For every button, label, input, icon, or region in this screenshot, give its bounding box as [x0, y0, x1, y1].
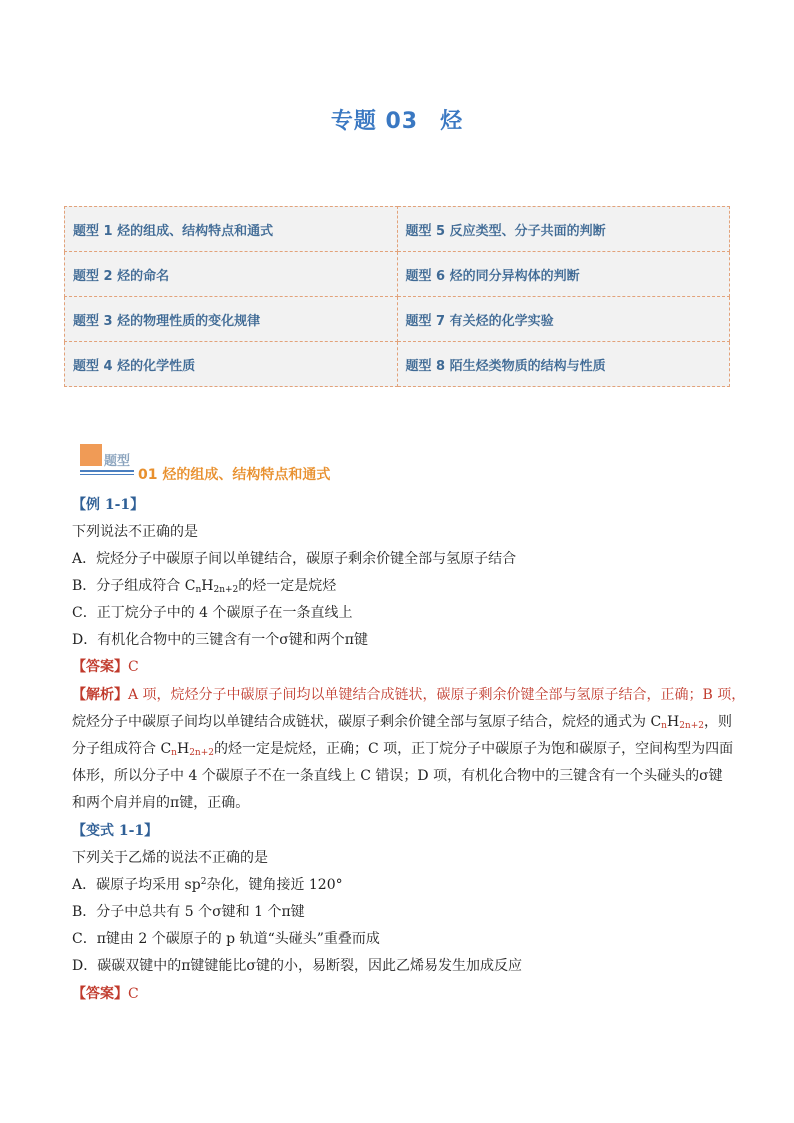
- example-question: 下列说法不正确的是: [72, 524, 198, 540]
- example-analysis-line-3: 分子组成符合 $C_nH_{2n+2}$的烃一定是烷烃，正确；C 项，正丁烷分子中碳原子为饱和碳原子，空间构型为四面: [72, 741, 734, 758]
- page-title: [0, 104, 794, 135]
- section-bar: [80, 470, 134, 472]
- topic-2: 题型 2 烃的命名: [65, 252, 398, 297]
- topic-index-table: [64, 206, 730, 387]
- variant-tag: 【变式 1-1】: [72, 823, 159, 839]
- example-option-c: C．正丁烷分子中的 4 个碳原子在一条直线上: [72, 605, 353, 621]
- variant-option-a: A．碳原子均采用 $sp^2$杂化，键角接近 120°: [72, 877, 343, 893]
- variant-answer: 【答案】C: [72, 986, 139, 1002]
- variant-option-b: B．分子中总共有 5 个σ键和 1 个π键: [72, 904, 305, 920]
- example-answer: 【答案】C: [72, 659, 139, 675]
- example-tag: 【例 1-1】: [72, 497, 145, 513]
- example-analysis-line-2: 烷烃分子中碳原子间均以单键结合成链状，碳原子剩余价键全部与氢原子结合，烷烃的通式为 $C_nH_{2n+2}$，则: [72, 714, 732, 731]
- topic-3: 题型 3 烃的物理性质的变化规律: [65, 297, 398, 342]
- example-option-a: A．烷烃分子中碳原子间以单键结合，碳原子剩余价键全部与氢原子结合: [72, 551, 517, 567]
- variant-option-c: C．π键由 2 个碳原子的 p 轨道“头碰头”重叠而成: [72, 931, 380, 947]
- section-heading: [80, 444, 380, 492]
- table-row: [65, 297, 730, 342]
- topic-5: 题型 5 反应类型、分子共面的判断: [397, 207, 730, 252]
- section-label: 题型: [104, 454, 131, 469]
- table-row: [65, 342, 730, 387]
- topic-1: 题型 1 烃的组成、结构特点和通式: [65, 207, 398, 252]
- example-analysis-line-5: 和两个肩并肩的π键，正确。: [72, 795, 250, 811]
- title-part1: 专题 03: [330, 109, 419, 134]
- topic-6: 题型 6 烃的同分异构体的判断: [397, 252, 730, 297]
- table-row: [65, 252, 730, 297]
- topic-4: 题型 4 烃的化学性质: [65, 342, 398, 387]
- section-title: 01 烃的组成、结构特点和通式: [138, 467, 331, 483]
- table-row: [65, 207, 730, 252]
- variant-option-d: D．碳碳双键中的π键键能比σ键的小，易断裂，因此乙烯易发生加成反应: [72, 958, 522, 974]
- topic-7: 题型 7 有关烃的化学实验: [397, 297, 730, 342]
- example-analysis-line-4: 体形，所以分子中 4 个碳原子不在一条直线上 C 错误；D 项，有机化合物中的三键含有一个头碰头的σ键: [72, 768, 723, 784]
- example-analysis-line-1: 【解析】A 项，烷烃分子中碳原子间均以单键结合成链状，碳原子剩余价键全部与氢原子结合，正确；B 项，: [72, 687, 746, 703]
- section-square-icon: [80, 444, 102, 466]
- variant-question: 下列关于乙烯的说法不正确的是: [72, 850, 268, 866]
- example-option-b: B．分子组成符合 $C_nH_{2n+2}$的烃一定是烷烃: [72, 578, 337, 595]
- example-option-d: D．有机化合物中的三键含有一个σ键和两个π键: [72, 632, 368, 648]
- topic-8: 题型 8 陌生烃类物质的结构与性质: [397, 342, 730, 387]
- title-part2: 烃: [440, 109, 464, 134]
- section-bar-thin: [80, 474, 134, 475]
